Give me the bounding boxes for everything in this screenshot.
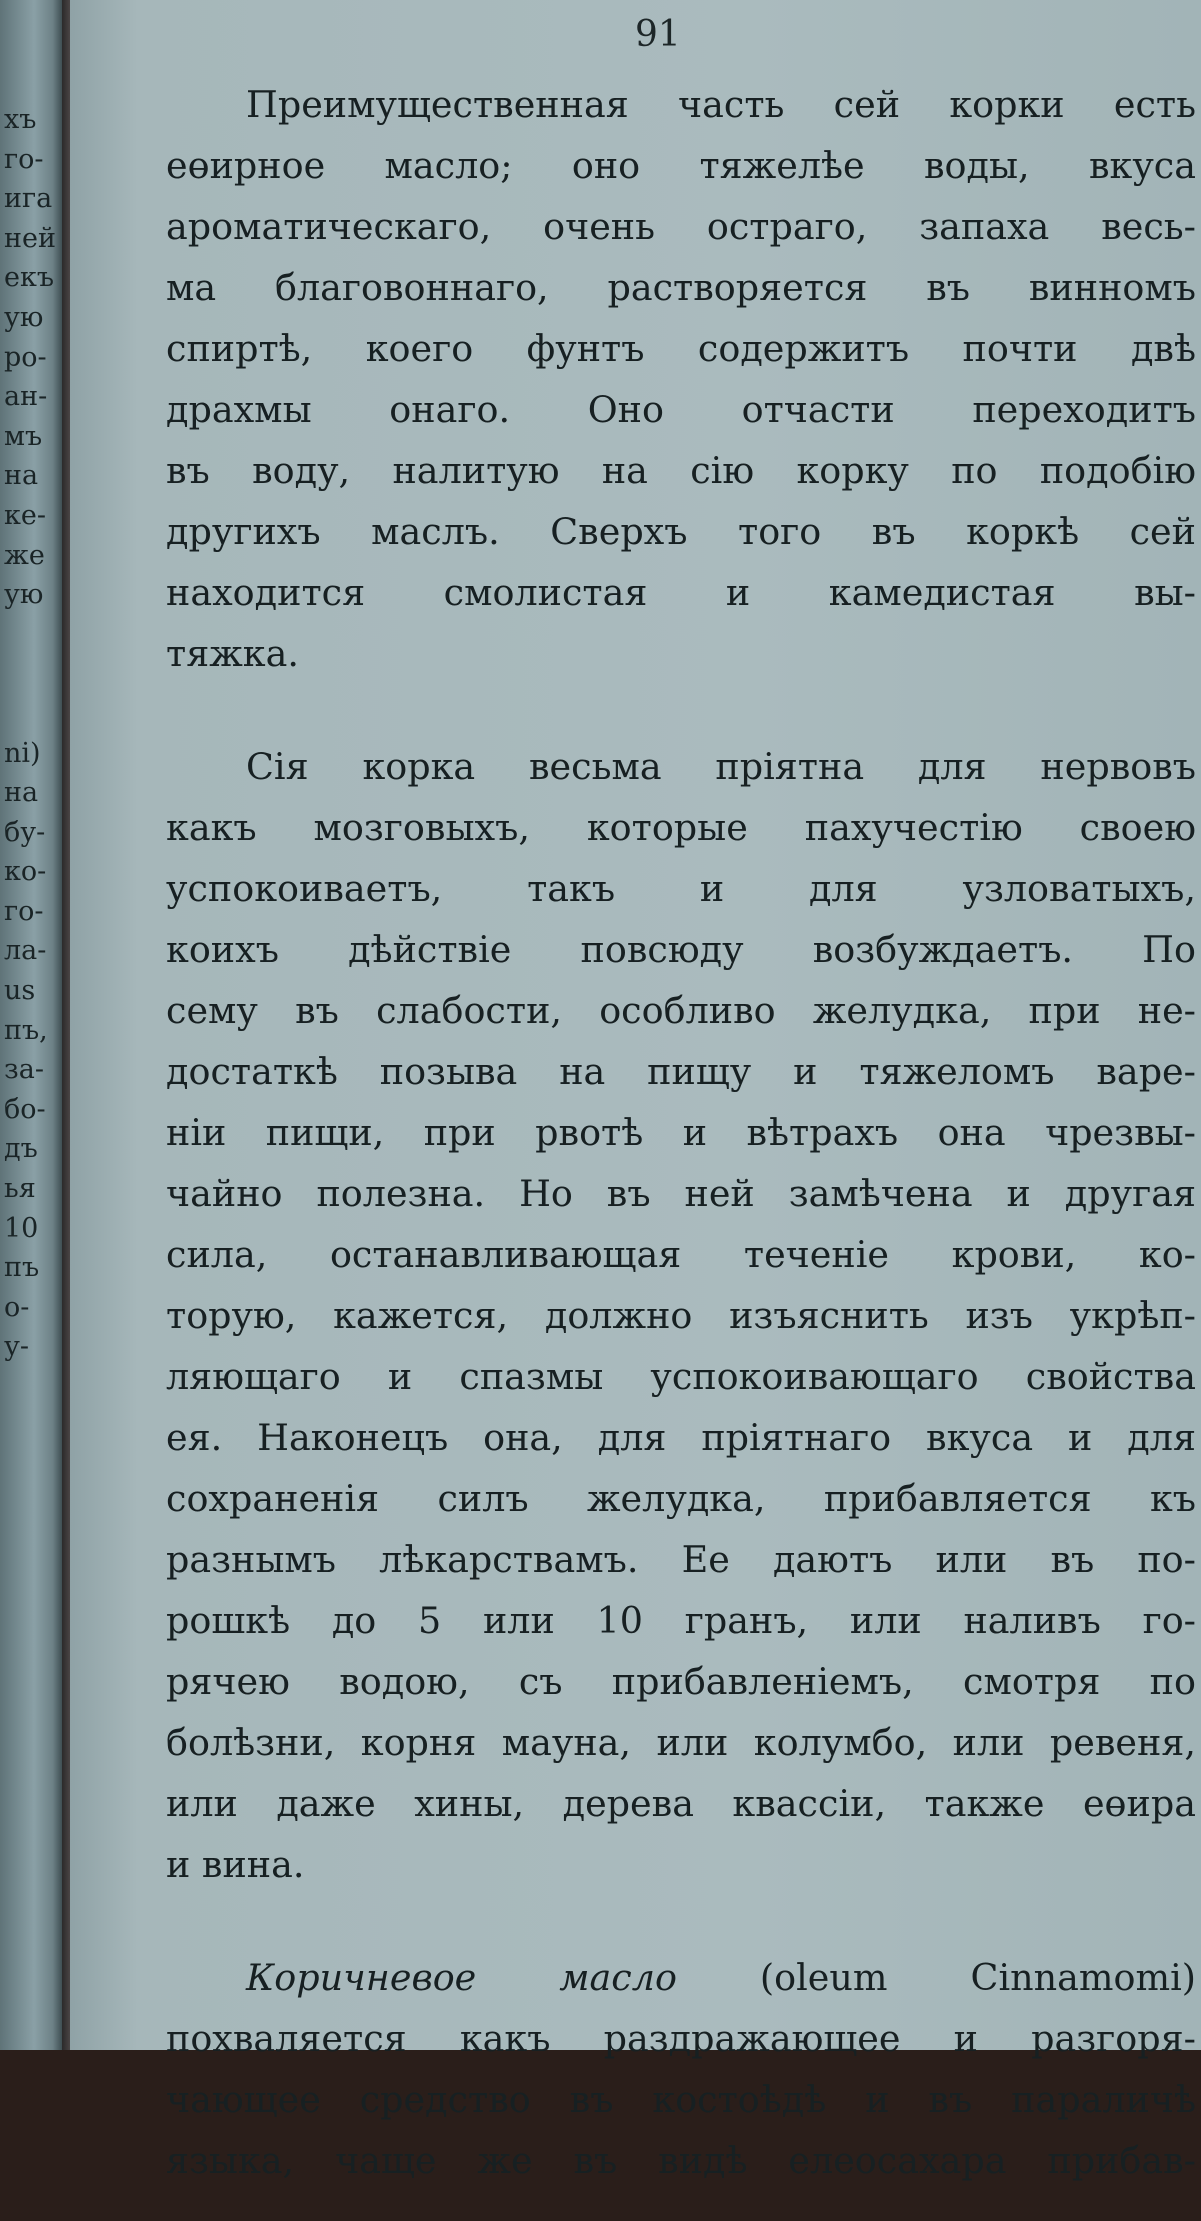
text-line: чающее средство въ костоѣдѣ и въ параличѣ <box>166 2078 1196 2121</box>
margin-fragment: ni) <box>4 737 41 769</box>
margin-fragment: ан- <box>4 381 48 413</box>
italic-term: Коричневое масло <box>246 1956 677 1999</box>
margin-fragment: ней <box>4 222 56 254</box>
text-line: сему въ слабости, особливо желудка, при не- <box>166 989 1196 1032</box>
margin-fragment: у- <box>4 1331 30 1363</box>
text-line: сохраненія силъ желудка, прибавляется къ <box>166 1477 1196 1520</box>
text-line: ароматическаго, очень остраго, запаха весь- <box>166 205 1196 248</box>
margin-fragment: us <box>4 975 36 1007</box>
text-line: еөирное масло; оно тяжелѣе воды, вкуса <box>166 144 1196 187</box>
margin-fragment: бу- <box>4 816 46 848</box>
margin-fragment: ро- <box>4 341 47 373</box>
text-line: другихъ маслъ. Сверхъ того въ коркѣ сей <box>166 510 1196 553</box>
paragraph-essential-oil <box>166 74 1196 684</box>
text-line: достаткѣ позыва на пищу и тяжеломъ варе- <box>166 1050 1196 1093</box>
margin-fragment: пъ, <box>4 1014 48 1046</box>
margin-fragment: хъ <box>4 104 37 135</box>
margin-fragment <box>4 654 60 694</box>
margin-fragment: ига <box>4 183 53 215</box>
text-line: или даже хины, дерева квассіи, также еөира <box>166 1782 1196 1825</box>
text-line: Преимущественная часть сей корки есть <box>246 83 1196 126</box>
margin-fragment: го- <box>4 143 44 175</box>
margin-fragment: на <box>4 777 39 809</box>
margin-fragment: пъ <box>4 1252 40 1284</box>
margin-fragment: мъ <box>4 420 43 452</box>
text-line-heading <box>166 1947 1196 2008</box>
text-line: тяжка. <box>166 632 299 675</box>
text-line: ма благовоннаго, растворяется въ винномъ <box>166 266 1196 309</box>
text-line: рошкѣ до 5 или 10 гранъ, или наливъ го- <box>166 1599 1196 1642</box>
margin-fragment: за- <box>4 1054 44 1086</box>
margin-fragment: же <box>4 539 45 571</box>
margin-fragment <box>4 615 60 655</box>
text-line: коихъ дѣйствіе повсюду возбуждаетъ. По <box>166 928 1196 971</box>
margin-fragment: бо- <box>4 1093 46 1125</box>
text-line: Сія корка весьма пріятна для нервовъ <box>246 745 1196 788</box>
text-line: торую, кажется, должно изъяснить изъ укрѣп- <box>166 1294 1196 1337</box>
text-line: и вина. <box>166 1843 305 1886</box>
text-line: сила, останавливающая теченіе крови, ко- <box>166 1233 1196 1276</box>
latin-name: (oleum Cinnamomi) <box>759 1956 1196 1999</box>
margin-fragment: ке- <box>4 499 46 531</box>
text-line: какъ мозговыхъ, которые пахучестію своею <box>166 806 1196 849</box>
text-line: ея. Наконецъ она, для пріятнаго вкуса и для <box>166 1416 1196 1459</box>
margin-fragment: го- <box>4 895 44 927</box>
margin-fragment: екъ <box>4 262 55 294</box>
paragraph-cinnamon-oil <box>166 1947 1196 2191</box>
text-line: успокоиваетъ, такъ и для узловатыхъ, <box>166 867 1196 910</box>
margin-fragment: на <box>4 460 39 492</box>
text-line: находится смолистая и камедистая вы- <box>166 571 1196 614</box>
text-line: въ воду, налитую на сію корку по подобію <box>166 449 1196 492</box>
text-line: ніи пищи, при рвотѣ и вѣтрахъ она чрезвы- <box>166 1111 1196 1154</box>
text-line: рячею водою, съ прибавленіемъ, смотря по <box>166 1660 1196 1703</box>
margin-fragment: ую <box>4 301 44 333</box>
previous-page-edge <box>0 0 62 2050</box>
margin-fragment: ла- <box>4 935 47 967</box>
paragraph-spacer <box>166 1925 1196 1947</box>
text-line: болѣзни, корня мауна, или колумбо, или ревеня, <box>166 1721 1196 1764</box>
text-line: языка, чаще же въ видѣ елеосахара прибав- <box>166 2139 1196 2182</box>
text-line: спиртѣ, коего фунтъ содержитъ почти двѣ <box>166 327 1196 370</box>
margin-fragment: 10 <box>4 1212 39 1244</box>
previous-page-text-fragments <box>4 100 60 1367</box>
book-gutter <box>62 0 70 2050</box>
margin-fragment: о- <box>4 1291 30 1323</box>
text-line: разнымъ лѣкарствамъ. Ее даютъ или въ по- <box>166 1538 1196 1581</box>
margin-fragment: ко- <box>4 856 47 888</box>
page-number: 91 <box>635 14 681 55</box>
margin-fragment: ья <box>4 1173 36 1205</box>
body-text <box>166 74 1196 2221</box>
margin-fragment <box>4 694 60 734</box>
text-line: чайно полезна. Но въ ней замѣчена и другая <box>166 1172 1196 1215</box>
margin-fragment: ую <box>4 579 44 611</box>
margin-fragment: дъ <box>4 1133 38 1165</box>
text-line: драхмы онаго. Оно отчасти переходитъ <box>166 388 1196 431</box>
text-line: похваляется какъ раздражающее и разгоря- <box>166 2017 1196 2060</box>
text-line: ляющаго и спазмы успокоивающаго свойства <box>166 1355 1196 1398</box>
paragraph-properties <box>166 736 1196 1895</box>
book-page <box>70 0 1201 2182</box>
paragraph-spacer <box>166 714 1196 736</box>
